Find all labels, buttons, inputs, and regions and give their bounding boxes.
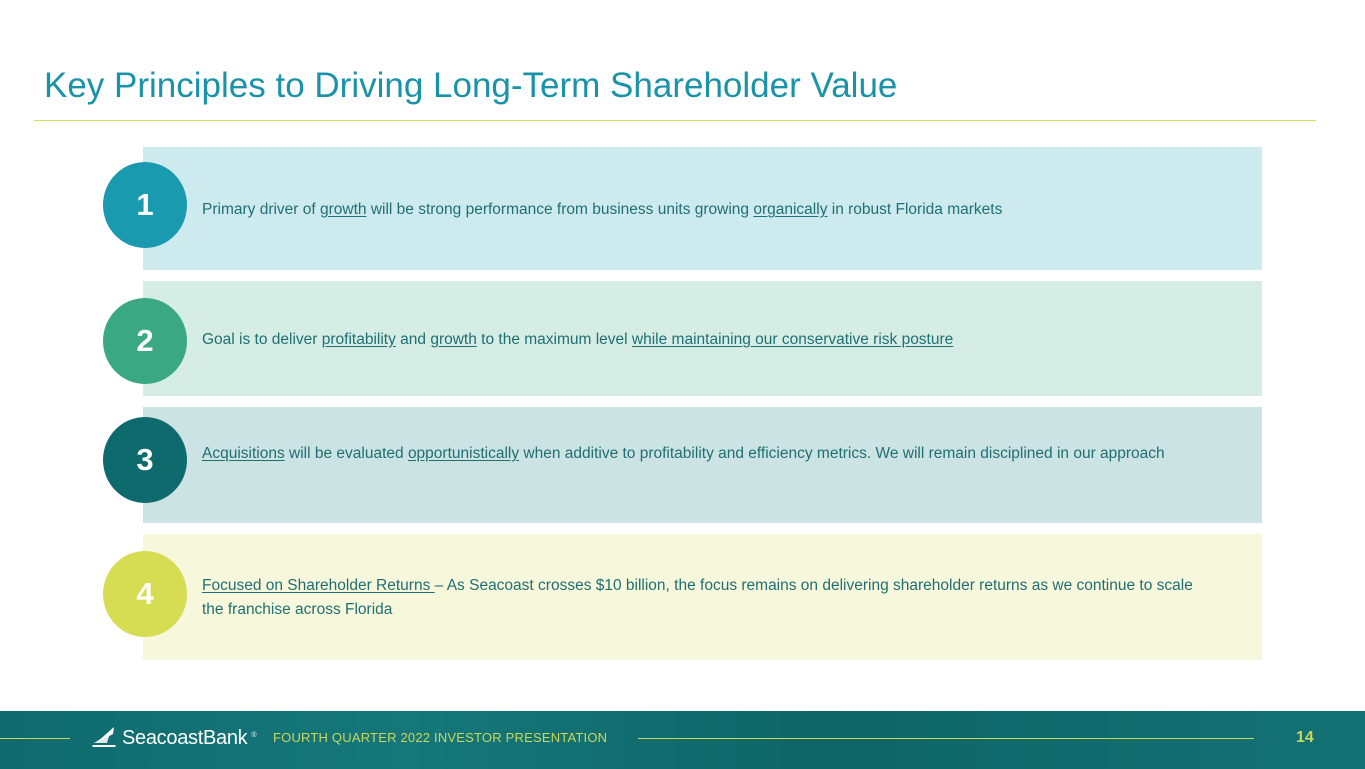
seacoast-bank-logo (90, 723, 257, 753)
emphasized-phrase: Focused on Shareholder Returns (202, 577, 435, 594)
title-divider (34, 120, 1316, 121)
principle-number-badge-2: 2 (103, 298, 187, 384)
text-segment: Primary driver of (202, 201, 320, 218)
text-segment: and (395, 331, 431, 348)
principle-text-3 (202, 442, 1212, 466)
principle-text-2 (202, 328, 1212, 352)
principle-text-1 (202, 198, 1212, 222)
sail-logo-icon (90, 724, 118, 753)
principle-number-badge-1: 1 (103, 162, 187, 248)
text-segment: will be strong performance from business units growing (366, 201, 754, 218)
text-segment: when additive to profitability and efficiency metrics. We will remain disciplined in our approach (519, 445, 1165, 462)
text-segment: in robust Florida markets (827, 201, 1003, 218)
principle-number-badge-3: 3 (103, 417, 187, 503)
text-segment: to the maximum level (476, 331, 632, 348)
emphasized-phrase: Acquisitions (202, 445, 285, 462)
emphasized-phrase: opportunistically (407, 445, 520, 462)
text-segment: Goal is to deliver (202, 331, 322, 348)
slide-title: Key Principles to Driving Long-Term Shareholder Value (44, 66, 898, 105)
text-segment: will be evaluated (284, 445, 408, 462)
text-segment: – As Seacoast crosses $10 billion, the focus remains on delivering shareholder returns as we continue to scale the franchise across Florida (202, 577, 1193, 618)
footer-rule-left (0, 738, 70, 739)
emphasized-phrase: while maintaining our conservative risk posture (631, 331, 954, 348)
emphasized-phrase: growth (320, 201, 367, 218)
page-number: 14 (1296, 729, 1314, 746)
presentation-label: FOURTH QUARTER 2022 INVESTOR PRESENTATION (273, 730, 608, 745)
principle-number-badge-4: 4 (103, 551, 187, 637)
principle-text-4 (202, 574, 1212, 622)
emphasized-phrase: organically (753, 201, 828, 218)
trademark-symbol: ® (251, 732, 257, 739)
footer-rule-right (638, 738, 1254, 739)
emphasized-phrase: growth (430, 331, 477, 348)
emphasized-phrase: profitability (321, 331, 396, 348)
brand-name: SeacoastBank (122, 726, 248, 749)
